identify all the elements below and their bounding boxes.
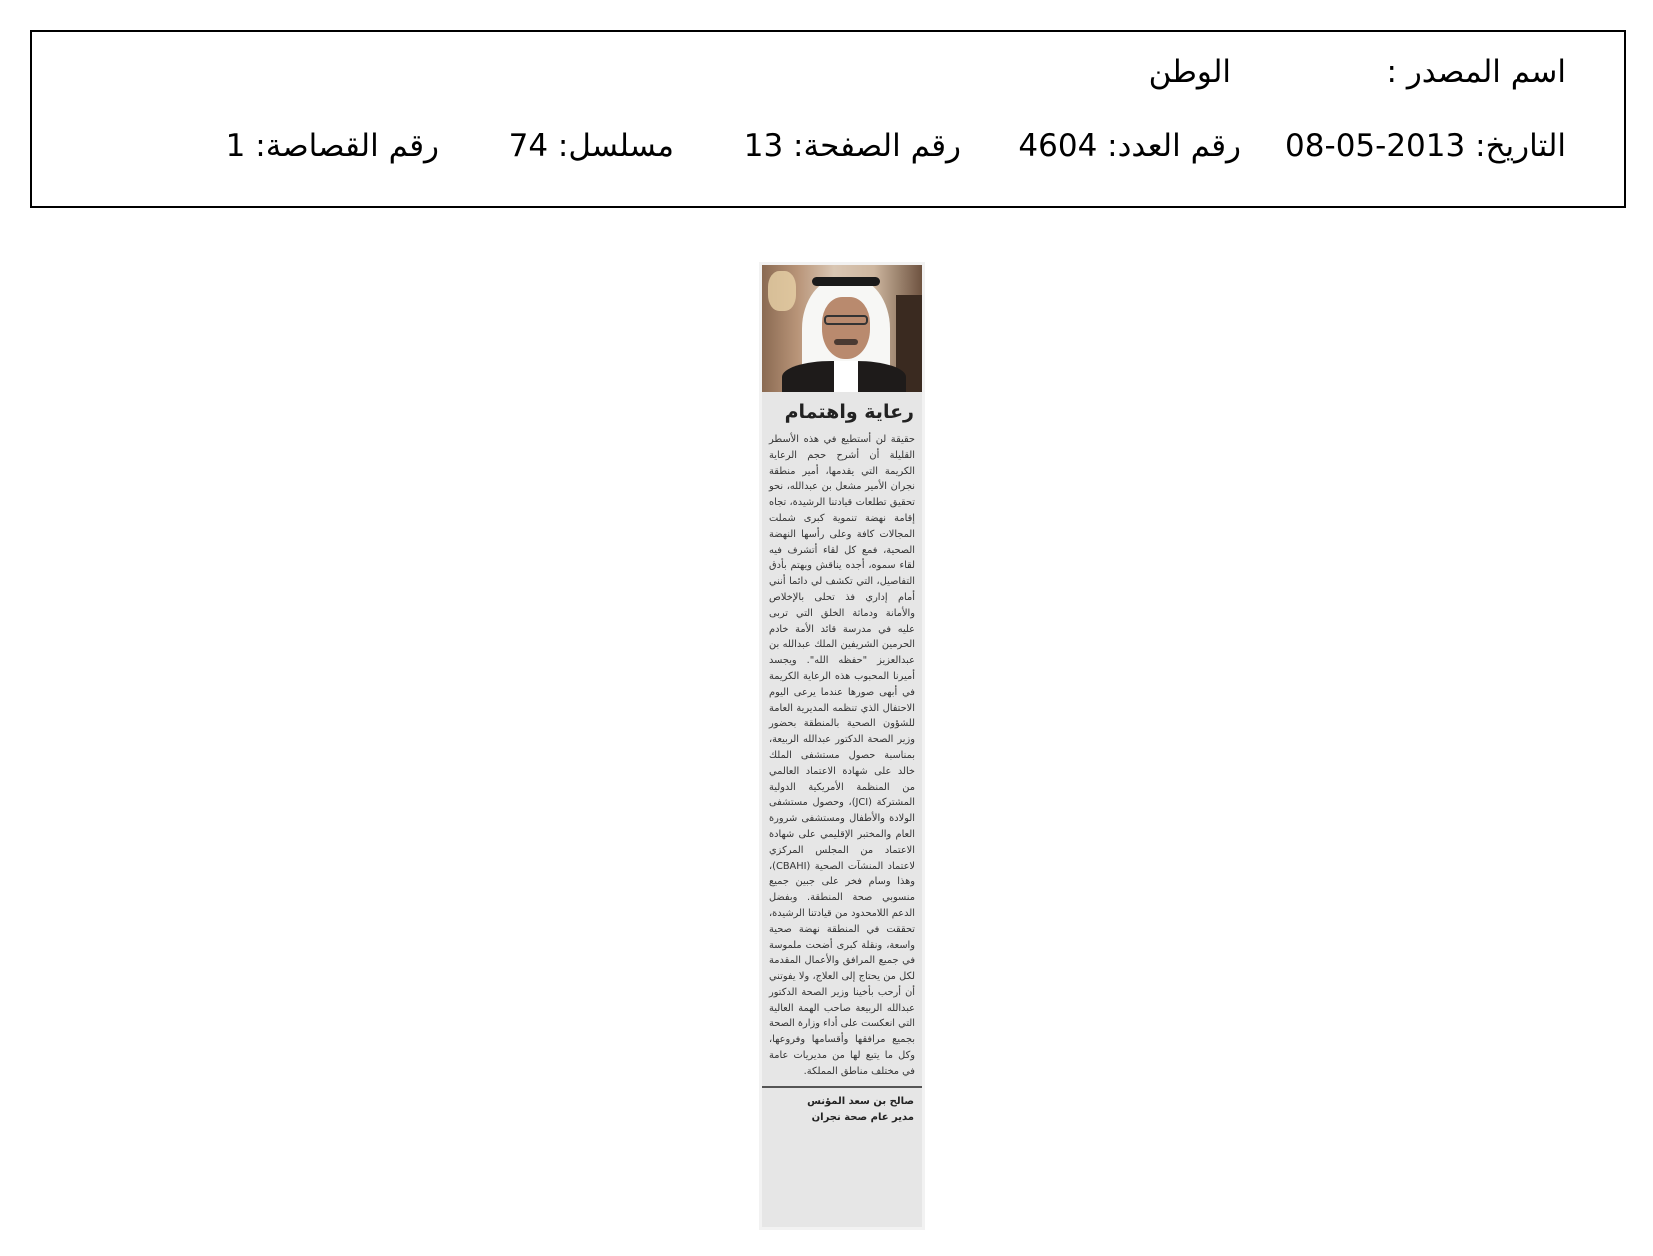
page-number: رقم الصفحة: 13 bbox=[743, 128, 961, 164]
source-label: اسم المصدر : bbox=[1386, 54, 1566, 90]
article-body: حقيقة لن أستطيع في هذه الأسطر القليلة أن أشرح حجم الرعاية الكريمة التي يقدمها، أمير منطقة نجران الأمير مشعل بن عبدالله، نحو تحقيق تطلعات قيادتنا الرشيدة، تجاه إقامة نهضة تنموية كبرى شملت المجالات كافة وعلى رأسها النهضة الصحية، فمع كل لقاء أتشرف فيه لقاء سموه، أجده يناقش ويهتم بأدق التفاصيل، التي تكشف لي دائما أنني أمام إداري فذ تحلى بالإخلاص والأمانة ودماثة الخلق التي تربى عليه في مدرسة قائد الأمة خادم الحرمين الشريفين الملك عبدالله بن عبدالعزيز "حفظه الله". ويجسد أميرنا المحبوب هذه الرعاية الكريمة في أبهى صورها عندما يرعى اليوم الاحتفال الذي تنظمه المديرية العامة للشؤون الصحية بالمنطقة بحضور وزير الصحة الدكتور عبدالله الربيعة، بمناسبة حصول مستشفى الملك خالد على شهادة الاعتماد العالمي من المنظمة الأمريكية الدولية المشتركة (JCI)، وحصول مستشفى الولادة والأطفال ومستشفى شرورة العام والمختبر الإقليمي على شهادة الاعتماد من المجلس المركزي لاعتماد المنشآت الصحية (CBAHI)، وهذا وسام فخر على جبين جميع منسوبي صحة المنطقة. وبفضل الدعم اللامحدود من قيادتنا الرشيدة، تحققت في المنطقة نهضة صحية واسعة، ونقلة كبرى أضحت ملموسة في جميع المرافق والأعمال المقدمة لكل من يحتاج إلى العلاج، ولا يفوتني أن أرحب بأخينا وزير الصحة الدكتور عبدالله الربيعة صاحب الهمة العالية التي انعكست على أداء وزارة الصحة بجميع مرافقها وأقسامها وفروعها، وكل ما يتبع لها من مديريات عامة في مختلف مناطق المملكة. bbox=[769, 434, 916, 1077]
author-name: صالح بن سعد المؤنس bbox=[807, 1095, 914, 1107]
author-photo bbox=[762, 265, 922, 392]
source-name: الوطن bbox=[1148, 54, 1231, 90]
article-title: رعاية واهتمام bbox=[784, 401, 914, 423]
clip-number: رقم القصاصة: 1 bbox=[225, 128, 439, 164]
newspaper-clipping bbox=[762, 265, 922, 1227]
serial-number: مسلسل: 74 bbox=[508, 128, 674, 164]
author-title: مدير عام صحة نجران bbox=[811, 1111, 914, 1123]
divider bbox=[762, 1086, 922, 1088]
date-field: التاريخ: 2013-05-08 bbox=[1285, 128, 1566, 164]
clipping-header bbox=[30, 30, 1626, 208]
issue-number: رقم العدد: 4604 bbox=[1018, 128, 1241, 164]
